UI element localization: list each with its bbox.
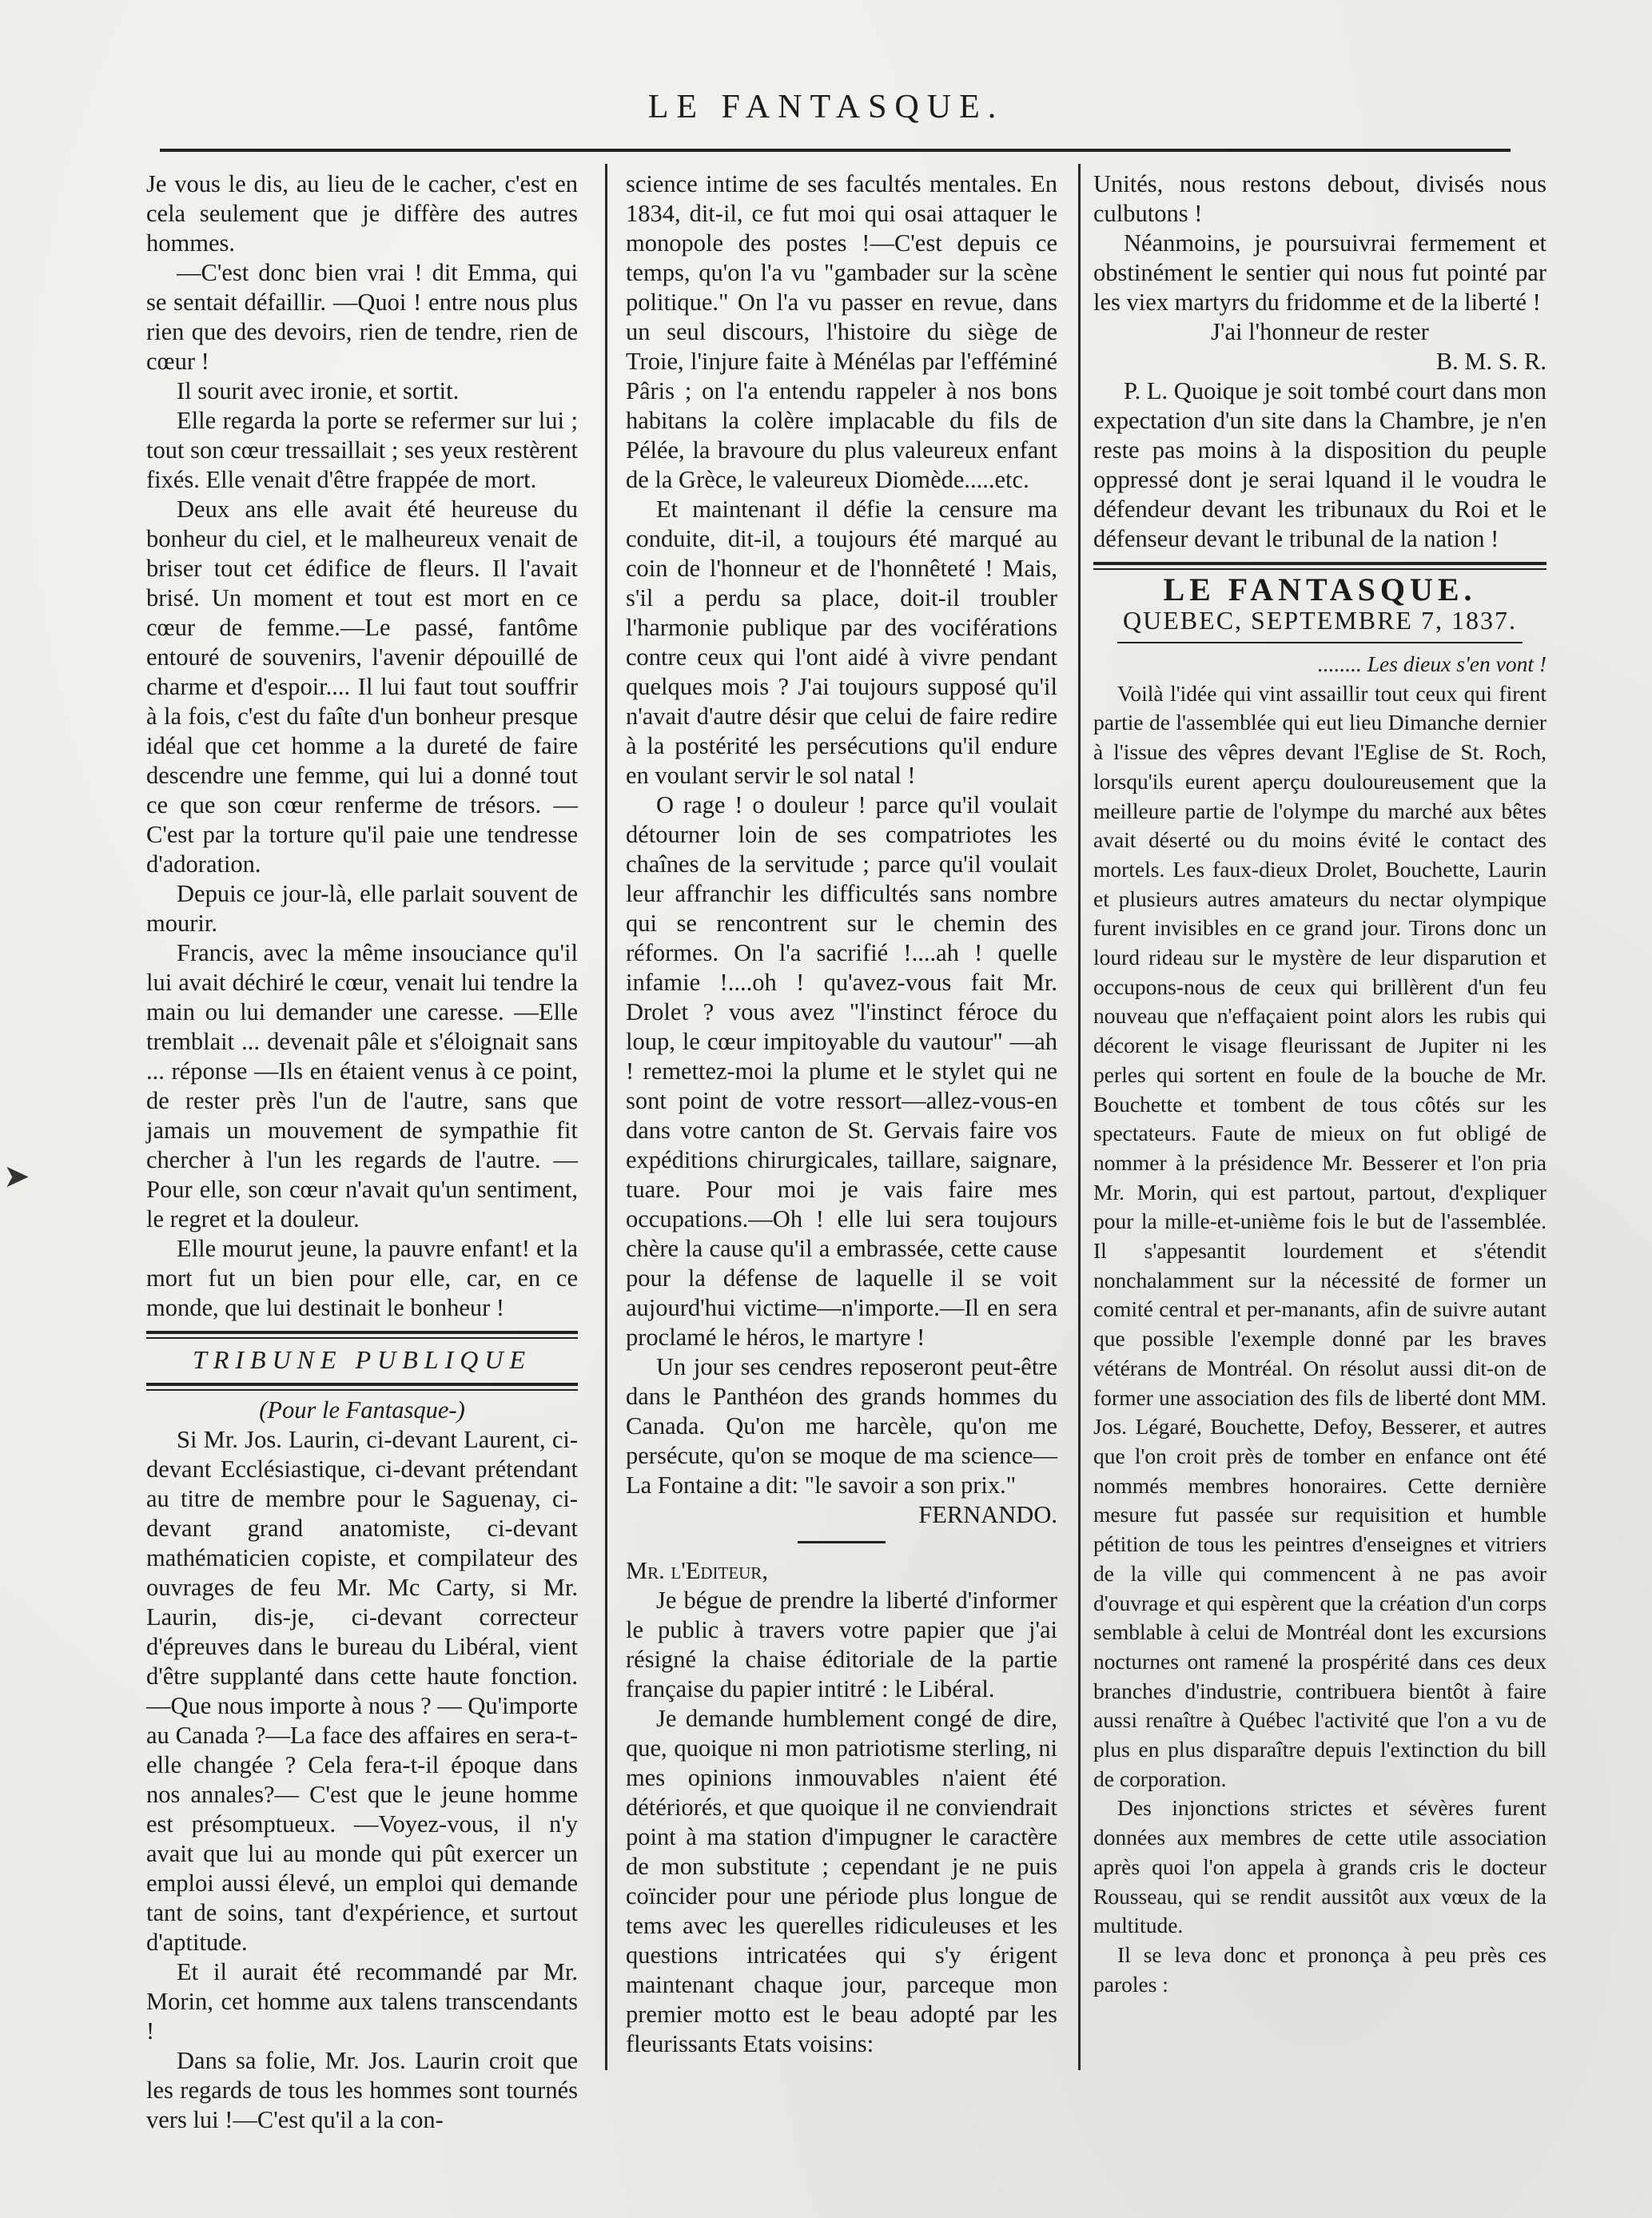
paragraph: Un jour ses cendres reposeront peut-être dans le Panthéon des grands hommes du Canada. Qu'on me harcèle, qu'on me persécute, qu'on se moque de ma science—La Fontaine a dit: "le savoir a son prix." <box>626 1353 1057 1499</box>
paragraph: Et maintenant il défie la censure ma conduite, dit-il, a toujours été marqué au coin de l'honneur et de l'honnêteté ! Mais, s'il a perdu sa place, doit-il troubler l'harmonie publique par des vociférations contre ceux qui l'ont aidé à vivre pendant quelques mois ? J'ai toujours supposé qu'il n'avait d'autre désir que celui de faire redire à la postérité les persécutions qu'il endure en voulant servir le sol natal ! <box>626 496 1057 789</box>
paragraph: Francis, avec la même insouciance qu'il lui avait déchiré le cœur, venait lui tendre la main ou lui demander une caresse. —Elle tremblait ... devenait pâle et s'éloignait sans ... réponse —Ils en étaient venus à ce point, de rester près l'un de l'autre, sans que jamais un mouvement de sympathie fit chercher à l'un les regards de l'autre. — Pour elle, son cœur n'avait qu'un sentiment, le regret et la douleur. <box>146 939 578 1232</box>
paragraph: Et il aurait été recommandé par Mr. Morin, cet homme aux talens transcendants ! <box>146 1958 578 2045</box>
article-body <box>1093 650 1547 1999</box>
paragraph: Des injonctions strictes et sévères furent données aux membres de cette utile association après quoi l'on appela à grands cris le docteur Rousseau, qui se rendit aussitôt aux vœux de la multitude. <box>1093 1795 1547 1938</box>
column-3 <box>1093 169 1547 1999</box>
column-divider <box>605 164 607 2070</box>
paragraph: Je demande humblement congé de dire, que, quoique ni mon patriotisme sterling, ni mes opinions inmouvables n'aient été détériorés, et que quoique il ne conviendrait point à ma station d'impugner le caractère de mon substitute ; cependant je ne puis coïncider pour une période plus longue de tems avec les querelles ridiculeuses et les questions intricatées qui s'y érigent maintenant chaque jour, parceque mon premier motto est le beau adopté par les fleurissants Etats voisins: <box>626 1705 1057 2057</box>
section-subtitle: (Pour le Fantasque-) <box>259 1396 465 1424</box>
dateline: QUEBEC, SEPTEMBRE 7, 1837. <box>1123 606 1517 635</box>
section-title: LE FANTASQUE. <box>1163 571 1477 607</box>
column-2 <box>626 169 1057 2059</box>
header-rule <box>160 149 1511 152</box>
section-rule <box>146 1383 578 1391</box>
epigraph: ........ Les dieux s'en vont ! <box>1317 651 1547 676</box>
column-1 <box>146 169 578 2135</box>
section-title: TRIBUNE PUBLIQUE <box>193 1345 531 1374</box>
paragraph: Deux ans elle avait été heureuse du bonheur du ciel, et le malheureux venait de briser tout cet édifice de fleurs. Il l'avait brisé. Un moment et tout est mort en ce cœur de femme.—Le passé, fantôme entouré de souvenirs, l'avenir dépouillé de charme et d'espoir.... Il lui faut tout souffrir à la fois, c'est du faîte d'un bonheur presque idéal que cet homme a la dureté de faire descendre une femme, qui lui a donné tout ce que son cœur renferme de trésors. —C'est par la torture qu'il paie une tendresse d'adoration. <box>146 496 578 878</box>
paragraph: Néanmoins, je poursuivrai fermement et obstinément le sentier qui nous fut pointé par les viex martyrs du fridomme et de la liberté ! <box>1093 229 1547 316</box>
section-rule <box>1093 562 1547 570</box>
paragraph: Depuis ce jour-là, elle parlait souvent de mourir. <box>146 880 578 937</box>
paragraph: O rage ! o douleur ! parce qu'il voulait détourner loin de ses compatriotes les chaînes de la servitude ; parce qu'il voulait leur affranchir les difficultés sans nombre qui se rencontrent sur le chemin des réformes. On l'a sacrifié !....ah ! quelle infamie !....oh ! qu'avez-vous fait Mr. Drolet ? vous avez "l'instinct féroce du loup, le cœur impitoyable du vautour" —ah ! remettez-moi la plume et le stylet qui ne sont point de votre ressort—allez-vous-en dans votre canton de St. Gervais faire vos expéditions chirurgicales, taillare, saignare, tuare. Pour moi je vais faire mes occupations.—Oh ! elle lui sera toujours chère la cause qu'il a embrassée, cette cause pour la défense de laquelle il se voit aujourd'hui victime—n'importe.—Il en sera proclamé le héros, le martyre ! <box>626 791 1057 1351</box>
paragraph: Il se leva donc et prononça à peu près ces paroles : <box>1093 1941 1547 1997</box>
paragraph: Voilà l'idée qui vint assaillir tout ceux qui firent partie de l'assemblée qui eut lieu Dimanche dernier à l'issue des vêpres devant l'Eglise de St. Roch, lorsqu'ils eurent aperçu douloureusement que la meilleure partie de l'olympe du marché aux bêtes avait déserté ou du moins évité le contact des mortels. Les faux-dieux Drolet, Bouchette, Laurin et plusieurs autres amateurs du nectar olympique furent invisibles en ce grand jour. Tirons donc un lourd rideau sur le mystère de leur disparution et occupons-nous de ceux qui brillèrent d'un feu nouveau que n'effaçaient point alors les rubis qui décorent le visage fleurissant de Jupiter ni les perles qui sortent en foule de la bouche de Mr. Bouchette et tombent de tous côtés sur les spectateurs. Faute de mieux on fut obligé de nommer à la présidence Mr. Besserer et l'on pria Mr. Morin, qui est partout, partout, d'expliquer pour la mille-et-unième fois le but de l'assemblée. Il s'appesantit lourdement et s'étendit nonchalamment sur la nécessité de former un comité central et per-manants, afin de suivre autant que possible l'exemple donné par les braves vétérans de Montréal. On résolut aussi dit-on de former une association des fils de liberté dont MM. Jos. Légaré, Bouchette, Defoy, Besserer, et autres que l'on croit près de tomber en enfance ont été nommés membres honoraires. Cette dernière mesure fut passée sur requisition et humble pétition de tous les peintres d'enseignes et vitriers de la ville qui commencent à ne pas avoir d'ouvrage et qui espèrent que la création d'un corps semblable à celui de Montréal dont les excursions nocturnes ont ramené la prospérité dans ces deux branches d'industrie, contribuera bientôt à faire aussi renaître à Québec l'activité que l'on a vu de plus en plus disparaître depuis l'extinction du bill de corporation. <box>1093 680 1547 1791</box>
paragraph: Elle mourut jeune, la pauvre enfant! et la mort fut un bien pour elle, car, en ce monde, que lui destinait le bonheur ! <box>146 1235 578 1321</box>
paragraph: Elle regarda la porte se refermer sur lui ; tout son cœur tressaillait ; ses yeux restèrent fixés. Elle venait d'être frappée de mort. <box>146 407 578 493</box>
column-divider <box>1078 164 1081 2070</box>
closing-line: J'ai l'honneur de rester <box>1211 318 1429 345</box>
section-rule <box>146 1331 578 1339</box>
paragraph: P. L. Quoique je soit tombé court dans mon expectation d'un site dans la Chambre, je n'en reste pas moins à la disposition du peuple oppressé dont je serai lquand il le voudra le défendeur devant les tribunaux du Roi et le défenseur devant le tribunal de la nation ! <box>1093 377 1547 552</box>
paragraph: Unités, nous restons debout, divisés nous culbutons ! <box>1093 170 1547 227</box>
salutation: Mr. l'Editeur, <box>626 1557 768 1584</box>
section-rule <box>1117 642 1523 643</box>
paragraph: Si Mr. Jos. Laurin, ci-devant Laurent, ci-devant Ecclésiastique, ci-devant prétendant au titre de membre pour le Saguenay, ci-devant grand anatomiste, ci-devant mathématicien copiste, et compilateur des ouvrages de feu Mr. Mc Carty, si Mr. Laurin, dis-je, ci-devant correcteur d'épreuves dans le bureau du Libéral, vient d'être supplanté dans cette haute fonction.—Que nous importe à nous ? — Qu'importe au Canada ?—La face des affaires en sera-t-elle changée ? Cela fera-t-il époque dans nos annales?— C'est que le jeune homme est présomptueux. —Voyez-vous, il n'y avait que lui au monde qui pût exercer un emploi aussi élevé, un emploi qui demande tant de soins, tant d'expérience, et surtout d'aptitude. <box>146 1426 579 1956</box>
signature: FERNANDO. <box>918 1501 1057 1528</box>
masthead: LE FANTASQUE. <box>647 89 1005 125</box>
paragraph: Dans sa folie, Mr. Jos. Laurin croit que les regards de tous les hommes sont tournés vers lui !—C'est qu'il a la con- <box>146 2047 578 2133</box>
paragraph: Il sourit avec ironie, et sortit. <box>177 377 460 404</box>
paragraph: Je vous le dis, au lieu de le cacher, c'est en cela seulement que je diffère des autres hommes. <box>146 170 578 257</box>
separator-rule <box>798 1541 886 1543</box>
paragraph: science intime de ses facultés mentales. En 1834, dit-il, ce fut moi qui osai attaquer le monopole des postes !—C'est depuis ce temps, qu'on l'a vu "gambader sur la scène politique." On l'a vu passer en revue, dans un seul discours, l'histoire du siège de Troie, l'injure faite à Ménélas par l'efféminé Pâris ; on l'a entendu rappeler à nos bons habitans la colère implacable du fils de Pélée, la bravoure du plus valeureux enfant de la Grèce, le valeureux Diomède.....etc. <box>626 170 1057 493</box>
paragraph: Je bégue de prendre la liberté d'informer le public à travers votre papier que j'ai résigné la chaise éditoriale de la partie française du papier intitré : le Libéral. <box>626 1587 1057 1702</box>
margin-arrow-icon: ➤ <box>3 1158 30 1194</box>
paragraph: —C'est donc bien vrai ! dit Emma, qui se sentait défaillir. —Quoi ! entre nous plus rien que des devoirs, rien de tendre, rien de cœur ! <box>146 259 578 375</box>
signature: B. M. S. R. <box>1435 348 1547 375</box>
